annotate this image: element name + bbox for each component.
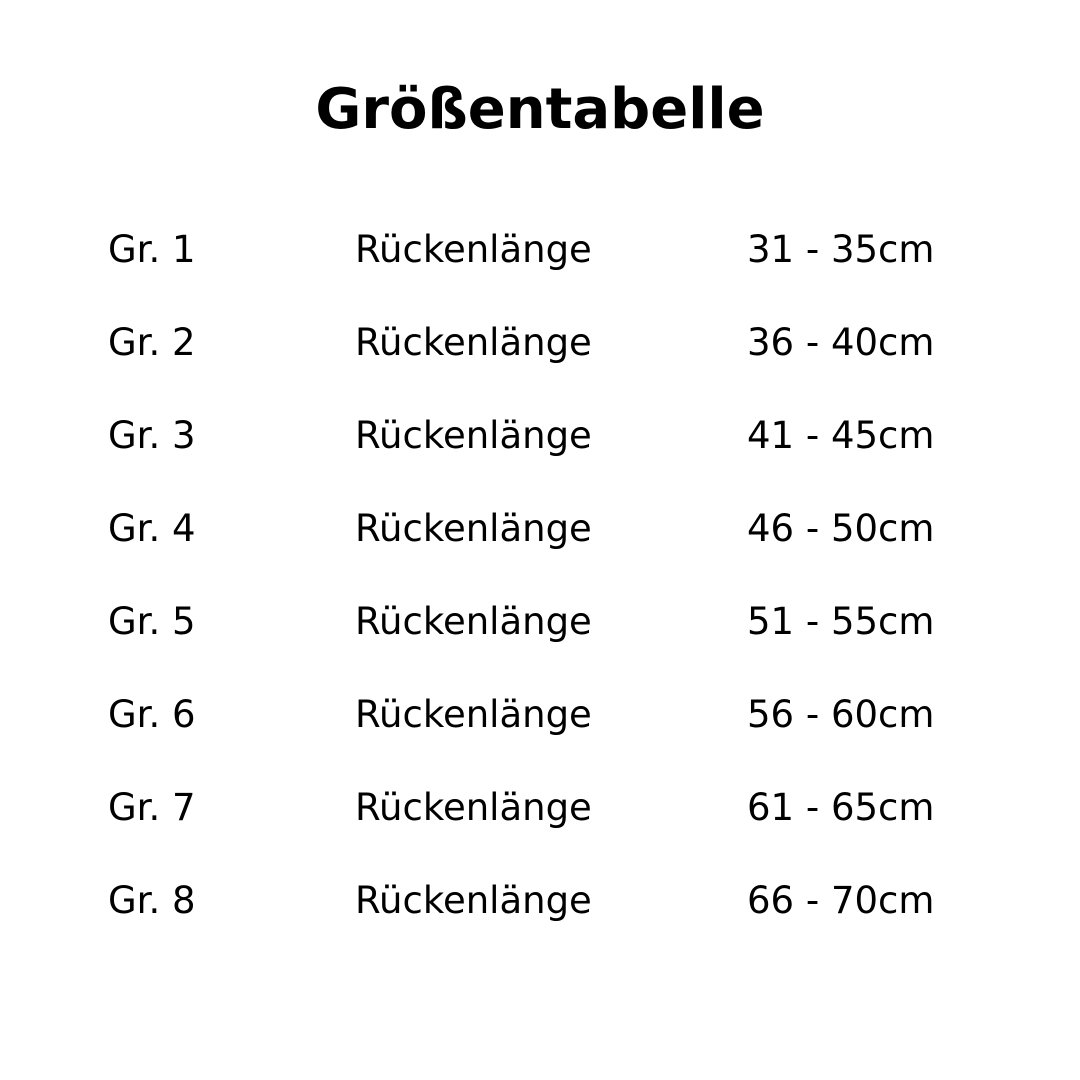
measure-label-cell: Rückenlänge [355,414,592,457]
measure-label-cell: Rückenlänge [355,600,592,643]
range-cell: 66 - 70cm [747,879,935,922]
measure-label-cell: Rückenlänge [355,321,592,364]
range-cell: 61 - 65cm [747,786,935,829]
size-cell: Gr. 7 [108,786,196,829]
table-row [0,398,1080,491]
measure-label-cell: Rückenlänge [355,228,592,271]
size-cell: Gr. 8 [108,879,196,922]
size-cell: Gr. 5 [108,600,196,643]
table-row [0,212,1080,305]
table-row [0,770,1080,863]
table-row [0,863,1080,956]
measure-label-cell: Rückenlänge [355,879,592,922]
size-cell: Gr. 3 [108,414,196,457]
size-cell: Gr. 6 [108,693,196,736]
size-cell: Gr. 4 [108,507,196,550]
measure-label-cell: Rückenlänge [355,786,592,829]
range-cell: 31 - 35cm [747,228,935,271]
table-row [0,491,1080,584]
table-row [0,305,1080,398]
measure-label-cell: Rückenlänge [355,507,592,550]
range-cell: 51 - 55cm [747,600,935,643]
range-cell: 36 - 40cm [747,321,935,364]
size-table [0,212,1080,956]
range-cell: 46 - 50cm [747,507,935,550]
table-row [0,677,1080,770]
table-row [0,584,1080,677]
page-title: Größentabelle [315,77,765,142]
size-cell: Gr. 1 [108,228,196,271]
range-cell: 56 - 60cm [747,693,935,736]
size-cell: Gr. 2 [108,321,196,364]
range-cell: 41 - 45cm [747,414,935,457]
measure-label-cell: Rückenlänge [355,693,592,736]
